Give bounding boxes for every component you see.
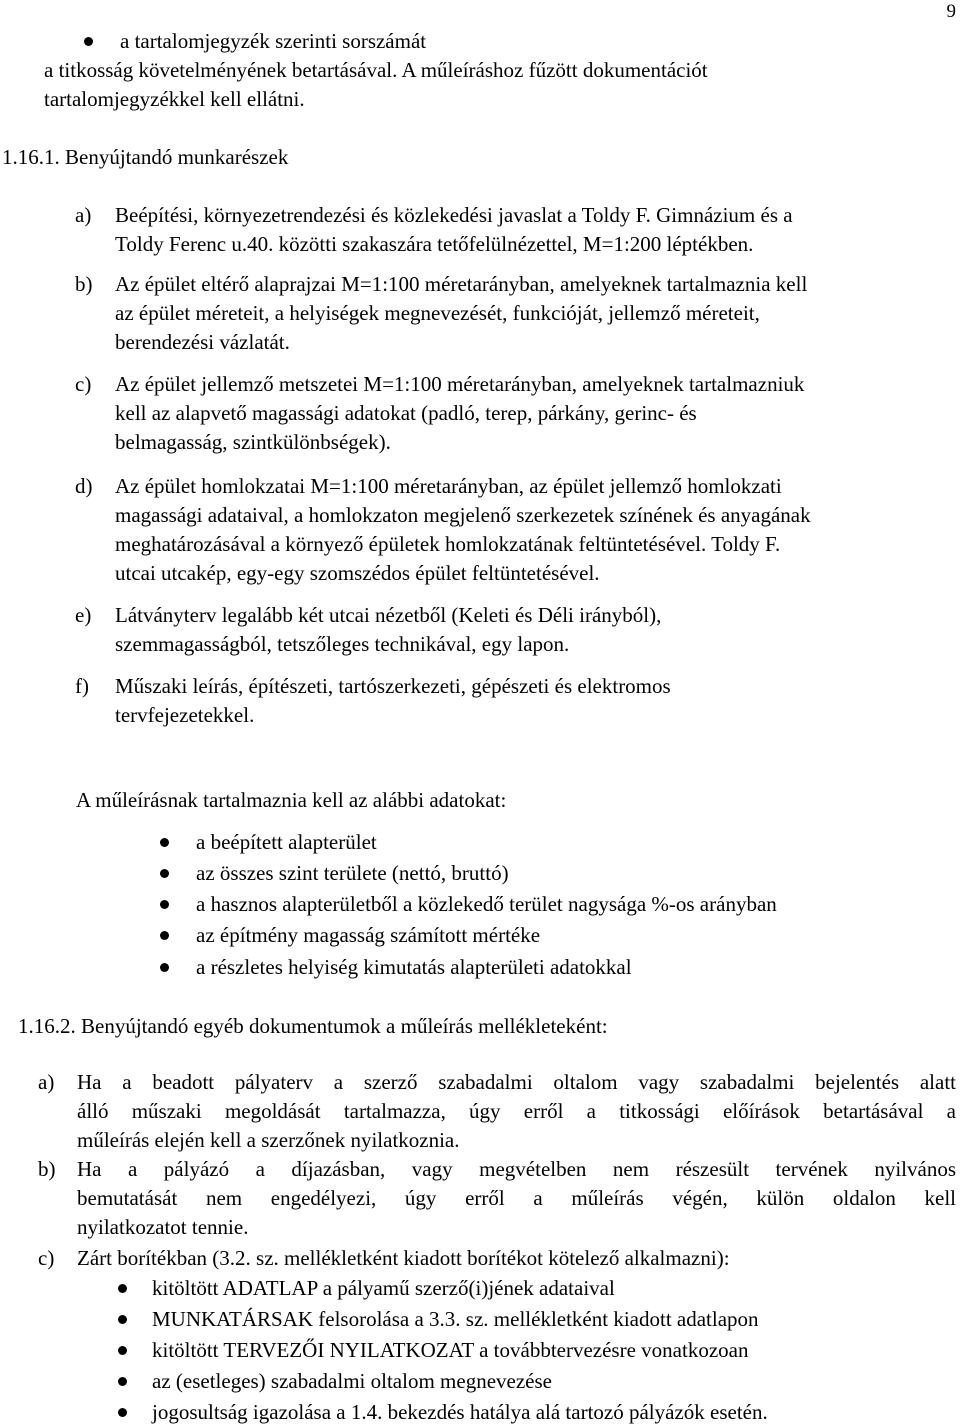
bullet-icon [84,37,93,46]
bullet-icon [160,931,169,940]
item-line: álló műszaki megoldását tartalmazza, úgy erről a titkossági előírások betartásával a [77,1099,956,1123]
item-line: Beépítési, környezetrendezési és közlekedési javaslat a Toldy F. Gimnázium és a [115,203,793,227]
item-line: Az épület eltérő alaprajzai M=1:100 méretarányban, amelyeknek tartalmaznia kell [115,272,808,296]
item-line: Zárt borítékban (3.2. sz. mellékletként kiadott borítékot kötelező alkalmazni): [77,1246,730,1270]
requirement-item: az építmény magasság számított mértéke [196,923,541,947]
item-label: a) [38,1070,55,1094]
item-line: Az épület homlokzatai M=1:100 méretarányban, az épület jellemző homlokzati [115,474,782,498]
section-heading: 1.16.2. Benyújtandó egyéb dokumentumok a műleírás mellékleteként: [18,1014,608,1038]
item-line: szemmagasságból, tetszőleges technikával, egy lapon. [115,632,570,656]
bullet-icon [160,963,169,972]
item-line: magassági adataival, a homlokzaton megjelenő szerkezetek színének és anyagának [115,503,811,527]
item-label: c) [75,372,92,396]
item-label: b) [38,1157,56,1181]
bullet-icon [118,1315,127,1324]
item-line: belmagasság, szintkülönbségek). [115,430,391,454]
item-line: nyilatkozatot tennie. [77,1215,249,1239]
envelope-item: kitöltött TERVEZŐI NYILATKOZAT a továbbtervezésre vonatkozoan [152,1338,749,1362]
bullet-icon [160,869,169,878]
requirement-item: az összes szint területe (nettó, bruttó) [196,861,509,885]
item-line: Ha a beadott pályaterv a szerző szabadalmi oltalom vagy szabadalmi bejelentés alatt [77,1070,956,1094]
intro-line: tartalomjegyzékkel kell ellátni. [44,87,305,111]
envelope-item: MUNKATÁRSAK felsorolása a 3.3. sz. mellékletként kiadott adatlapon [152,1307,759,1331]
envelope-item: kitöltött ADATLAP a pályamű szerző(i)jének adataival [152,1276,615,1300]
envelope-item: az (esetleges) szabadalmi oltalom megnevezése [152,1369,552,1393]
page-number: 9 [946,1,956,22]
section-heading: 1.16.1. Benyújtandó munkarészek [2,145,289,169]
item-label: c) [38,1246,55,1270]
item-line: Látványterv legalább két utcai nézetből (Keleti és Déli irányból), [115,603,662,627]
bullet-icon [160,900,169,909]
intro-line: a titkosság követelményének betartásával. A műleíráshoz fűzött dokumentációt [44,58,708,82]
bullet-icon [118,1284,127,1293]
item-label: a) [75,203,92,227]
requirement-item: a hasznos alapterületből a közlekedő terület nagysága %-os arányban [196,892,777,916]
item-line: műleírás elején kell a szerzőnek nyilatkoznia. [77,1128,460,1152]
requirement-item: a beépített alapterület [196,830,377,854]
item-line: Műszaki leírás, építészeti, tartószerkezeti, gépészeti és elektromos [115,674,671,698]
item-line: utcai utcakép, egy-egy szomszédos épület feltüntetésével. [115,561,600,585]
requirements-heading: A műleírásnak tartalmaznia kell az alábbi adatokat: [76,788,507,812]
item-line: Toldy Ferenc u.40. közötti szakaszára tetőfelülnézettel, M=1:200 léptékben. [115,232,754,256]
item-label: e) [75,603,92,627]
item-label: b) [75,272,93,296]
bullet-icon [118,1346,127,1355]
item-label: f) [75,674,89,698]
bullet-icon [118,1377,127,1386]
item-line: berendezési vázlatát. [115,330,290,354]
item-line: meghatározásával a környező épületek homlokzatának feltüntetésével. Toldy F. [115,532,781,556]
item-line: Az épület jellemző metszetei M=1:100 méretarányban, amelyeknek tartalmazniuk [115,372,805,396]
item-line: tervfejezetekkel. [115,703,255,727]
requirement-item: a részletes helyiség kimutatás alapterületi adatokkal [196,955,632,979]
item-line: kell az alapvető magassági adatokat (padló, terep, párkány, gerinc- és [115,401,697,425]
item-label: d) [75,474,93,498]
item-line: bemutatását nem engedélyezi, úgy erről a műleírás végén, külön oldalon kell [77,1186,956,1210]
bullet-icon [118,1408,127,1417]
item-line: Ha a pályázó a díjazásban, vagy megvételben nem részesült tervének nyilvános [77,1157,956,1181]
intro-bullet-text: a tartalomjegyzék szerinti sorszámát [120,29,427,53]
bullet-icon [160,838,169,847]
item-line: az épület méreteit, a helyiségek megnevezését, funkcióját, jellemző méreteit, [115,301,760,325]
envelope-item: jogosultság igazolása a 1.4. bekezdés hatálya alá tartozó pályázók esetén. [152,1400,768,1424]
